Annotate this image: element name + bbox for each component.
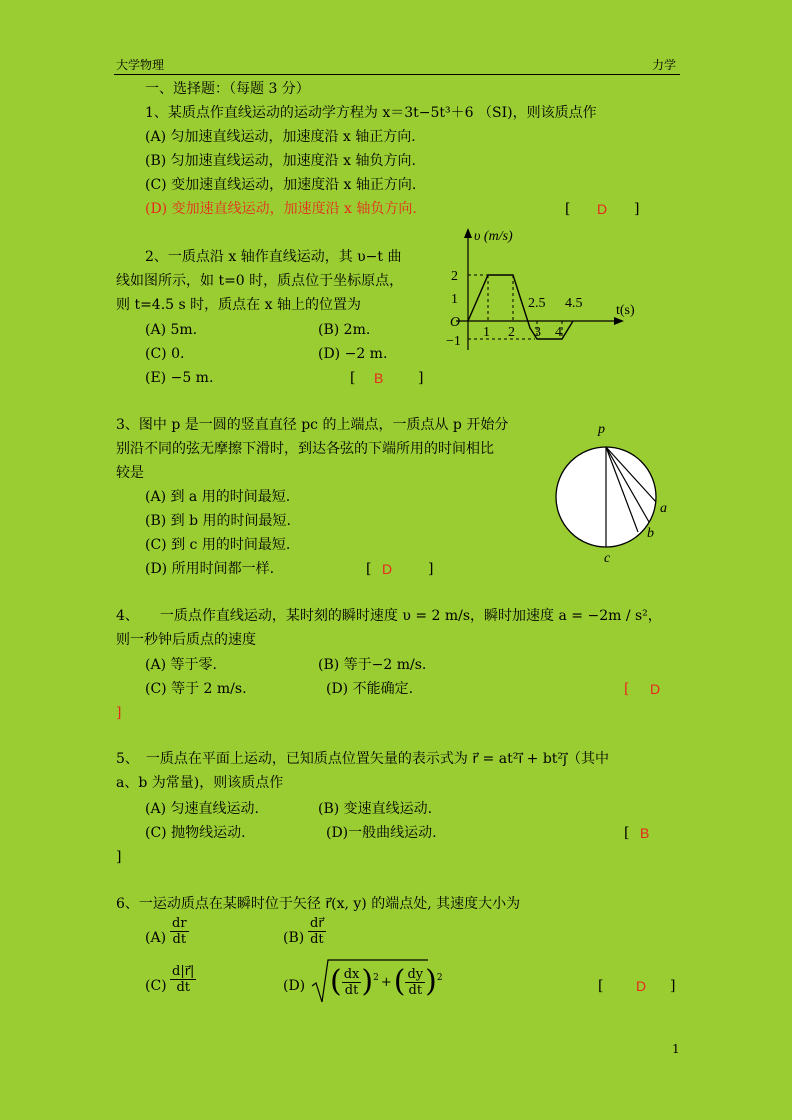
- origin-label: O: [450, 315, 461, 330]
- label-p: p: [598, 422, 605, 437]
- q1-answer: D: [597, 201, 608, 217]
- q4-option-c: (C) 等于 2 m/s.: [145, 681, 247, 697]
- q6-option-d-label: (D): [283, 978, 306, 994]
- q3-line3: 较是: [116, 465, 144, 481]
- q6-d-y-denominator: dt: [408, 982, 423, 998]
- q6-b-denominator: dt: [310, 932, 324, 947]
- x-tick-2: 2: [508, 325, 515, 340]
- q2-velocity-time-graph: [440, 222, 640, 354]
- y-tick-1: 1: [451, 292, 458, 307]
- q4-bracket-open: [: [624, 681, 630, 697]
- q6-b-numerator: dr⃗: [310, 916, 324, 931]
- q6-answer: D: [636, 978, 647, 994]
- q4-option-b: (B) 等于−2 m/s.: [318, 657, 427, 673]
- q2-option-a: (A) 5m.: [145, 322, 198, 338]
- q6-option-a-fraction: [170, 916, 189, 947]
- q6-d-x-denominator: dt: [344, 982, 359, 998]
- q2-bracket-open: [: [350, 370, 356, 386]
- q2-option-c: (C) 0.: [145, 346, 185, 362]
- header-rule: [114, 74, 680, 75]
- q1-bracket-close: ]: [634, 201, 640, 217]
- q1-option-b: (B) 匀加速直线运动，加速度沿 x 轴负方向.: [145, 153, 416, 169]
- y-tick-2: 2: [451, 269, 458, 284]
- q6-option-b-label: (B): [283, 930, 305, 946]
- q5-bracket-open: [: [624, 825, 630, 841]
- q1-option-a: (A) 匀加速直线运动，加速度沿 x 轴正方向.: [145, 129, 416, 145]
- x-tick-1: 1: [483, 325, 490, 340]
- q3-bracket-open: [: [366, 561, 372, 577]
- q2-line1: 2、一质点沿 x 轴作直线运动，其 υ−t 曲: [145, 249, 402, 265]
- q4-option-a: (A) 等于零.: [145, 657, 217, 673]
- x-tick-4: 4: [555, 325, 562, 340]
- q3-line2: 别沿不同的弦无摩擦下滑时，到达各弦的下端所用的时间相比: [116, 441, 494, 457]
- q3-option-a: (A) 到 a 用的时间最短.: [145, 489, 291, 505]
- q1-option-c: (C) 变加速直线运动，加速度沿 x 轴正方向.: [145, 177, 417, 193]
- q3-option-d: (D) 所用时间都一样.: [145, 561, 275, 577]
- q6-option-c-fraction: [170, 964, 196, 995]
- q4-line1: 4、 一质点作直线运动，某时刻的瞬时速度 υ = 2 m/s，瞬时加速度 a = −2m / s²，: [116, 608, 662, 624]
- q6-c-numerator: d|r⃗|: [172, 964, 195, 979]
- q3-circle-figure: [548, 414, 676, 566]
- q1-option-d: (D) 变加速直线运动，加速度沿 x 轴负方向.: [145, 201, 417, 217]
- q2-line2: 线如图所示，如 t=0 时，质点位于坐标原点，: [116, 273, 404, 289]
- q6-a-numerator: dr: [172, 916, 187, 931]
- q3-bracket-close: ]: [428, 561, 434, 577]
- label-a: a: [660, 501, 667, 516]
- q6-d-y-numerator: dy: [407, 966, 424, 982]
- q6-bracket-open: [: [598, 978, 604, 994]
- x-axis-arrow: [614, 317, 624, 325]
- q5-option-b: (B) 变速直线运动.: [318, 801, 433, 817]
- q4-answer: D: [650, 681, 661, 697]
- page-number: 1: [672, 1042, 680, 1056]
- y-axis-arrow: [464, 228, 472, 238]
- q5-line1: 5、 一质点在平面上运动，已知质点位置矢量的表示式为 r⃗ = at²i⃗ + bt²j⃗（其中: [116, 751, 609, 767]
- q3-answer: D: [382, 561, 393, 577]
- label-b: b: [647, 526, 654, 541]
- x-axis-label: t(s): [616, 303, 635, 318]
- q6-c-denominator: dt: [176, 980, 190, 995]
- q2-option-b: (B) 2m.: [318, 322, 371, 338]
- q6-a-denominator: dt: [172, 932, 187, 947]
- q3-line1: 3、图中 p 是一圆的竖直直径 pc 的上端点，一质点从 p 开始分: [116, 417, 509, 433]
- q5-answer: B: [640, 825, 650, 841]
- x-tick-3: 3: [534, 325, 541, 340]
- q2-option-d: (D) −2 m.: [318, 346, 388, 362]
- q6-option-c-label: (C): [145, 978, 167, 994]
- q5-bracket-close: ]: [116, 849, 122, 865]
- q3-option-c: (C) 到 c 用的时间最短.: [145, 537, 291, 553]
- q2-answer: B: [374, 370, 384, 386]
- label-c: c: [604, 551, 611, 566]
- header-right: 力学: [652, 58, 677, 72]
- q5-line2: a、b 为常量)，则该质点作: [116, 775, 284, 791]
- q4-bracket-close: ]: [116, 705, 122, 721]
- top-label-4-5: 4.5: [565, 296, 583, 311]
- q5-option-c: (C) 抛物线运动.: [145, 825, 246, 841]
- q3-option-b: (B) 到 b 用的时间最短.: [145, 513, 291, 529]
- q2-line3: 则 t=4.5 s 时，质点在 x 轴上的位置为: [116, 297, 361, 313]
- header-left: 大学物理: [116, 58, 165, 72]
- q1-stem: 1、某质点作直线运动的运动学方程为 x＝3t−5t³＋6 （SI)，则该质点作: [145, 105, 597, 121]
- q6-option-b-fraction: [308, 916, 326, 947]
- q4-line2: 则一秒钟后质点的速度: [116, 632, 256, 648]
- q5-option-a: (A) 匀速直线运动.: [145, 801, 259, 817]
- q6-option-a-label: (A): [145, 930, 167, 946]
- q2-option-e: (E) −5 m.: [145, 370, 214, 386]
- section-title: 一、选择题：（每题 3 分）: [145, 81, 310, 97]
- q2-bracket-close: ]: [418, 370, 424, 386]
- y-tick-neg1: −1: [446, 334, 461, 349]
- q6-bracket-close: ]: [670, 978, 676, 994]
- top-label-2-5: 2.5: [528, 296, 546, 311]
- q1-bracket-open: [: [565, 201, 571, 217]
- q6-d-x-numerator: dx: [343, 966, 360, 982]
- q6-stem: 6、一运动质点在某瞬时位于矢径 r⃗(x, y) 的端点处, 其速度大小为: [116, 896, 521, 912]
- y-axis-label: υ (m/s): [474, 229, 513, 244]
- q5-option-d: (D)一般曲线运动.: [326, 825, 437, 841]
- q4-option-d: (D) 不能确定.: [326, 681, 414, 697]
